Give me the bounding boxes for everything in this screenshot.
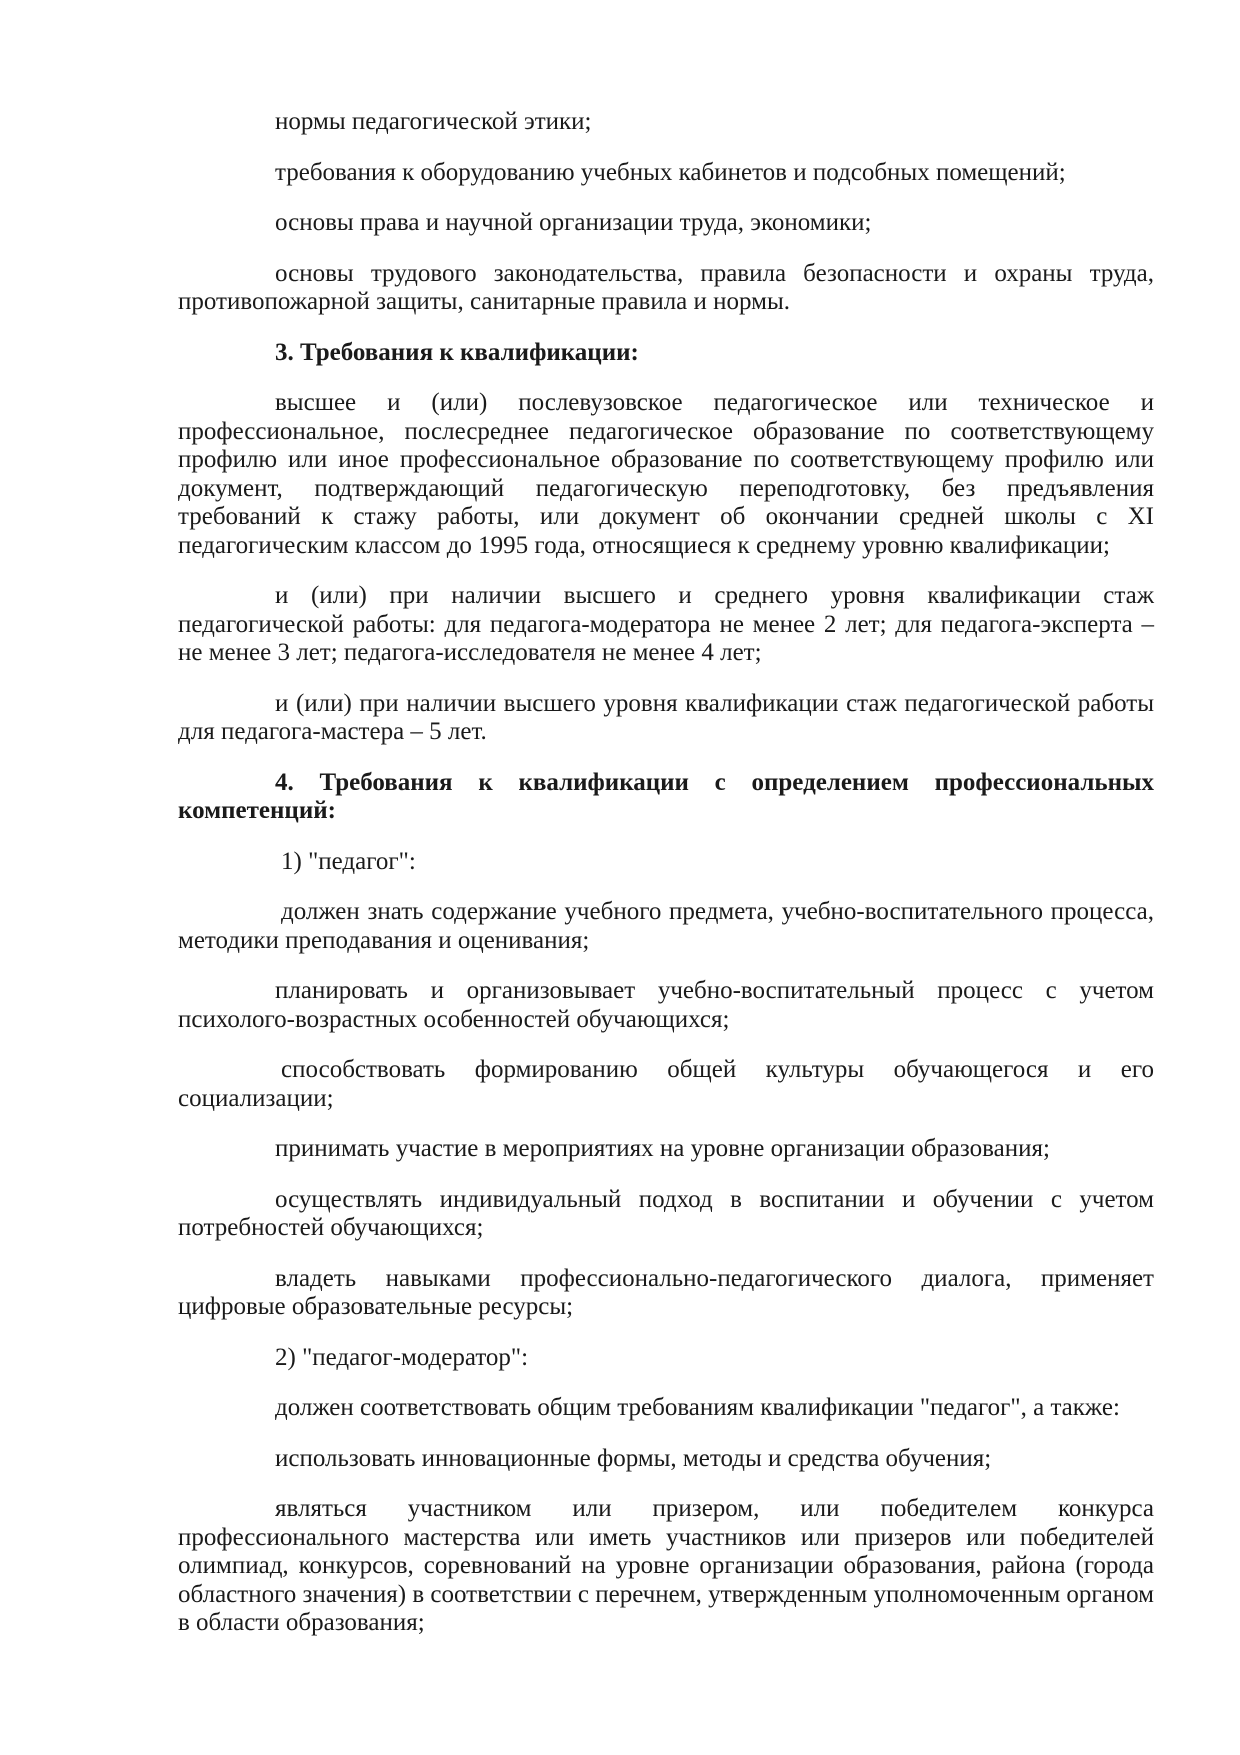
paragraph: использовать инновационные формы, методы и средства обучения;: [275, 1444, 992, 1472]
paragraph: являться участником или призером, или победителем конкурса профессионального мастерства или иметь участников или призеров или победителей олимпиад, конкурсов, соревнований на уровне организации образования, района (города областного значения) в соответствии с перечнем, утвержденным уполномоченным органом в области образования;: [178, 1495, 1154, 1636]
section-heading: 4. Требования к квалификации с определением профессиональных компетенций:: [178, 768, 1154, 824]
section-heading: 3. Требования к квалификации:: [275, 338, 639, 366]
paragraph: планировать и организовывает учебно-воспитательный процесс с учетом психолого-возрастных особенностей обучающихся;: [178, 977, 1154, 1033]
paragraph: владеть навыками профессионально-педагогического диалога, применяет цифровые образовательные ресурсы;: [178, 1264, 1154, 1320]
paragraph: должен соответствовать общим требованиям квалификации "педагог", а также:: [275, 1394, 1120, 1421]
list-item-label: 2) "педагог-модератор":: [275, 1343, 529, 1371]
paragraph: должен знать содержание учебного предмета, учебно-воспитательного процесса, методики преподавания и оценивания;: [178, 898, 1154, 954]
paragraph: основы трудового законодательства, правила безопасности и охраны труда, противопожарной защиты, санитарные правила и нормы.: [178, 259, 1154, 315]
paragraph: основы права и научной организации труда, экономики;: [275, 209, 872, 236]
document-page: [178, 108, 1154, 1660]
paragraph: и (или) при наличии высшего уровня квалификации стаж педагогической работы для педагога-мастера – 5 лет.: [178, 689, 1154, 745]
paragraph: и (или) при наличии высшего и среднего уровня квалификации стаж педагогической работы: для педагога-модератора не менее 2 лет; для педагога-эксперта – не менее 3 лет; педагога-исследователя не менее 4 лет;: [178, 582, 1154, 666]
paragraph: принимать участие в мероприятиях на уровне организации образования;: [275, 1135, 1050, 1162]
paragraph: требования к оборудованию учебных кабинетов и подсобных помещений;: [275, 158, 1066, 186]
paragraph: осуществлять индивидуальный подход в воспитании и обучении с учетом потребностей обучающихся;: [178, 1185, 1154, 1241]
paragraph: высшее и (или) послевузовское педагогическое или техническое и профессиональное, послесреднее педагогическое образование по соответствующему профилю или иное профессиональное образование по соответствующему профилю или документ, подтверждающий педагогическую переподготовку, без предъявления требований к стажу работы, или документ об окончании средней школы с XI педагогическим классом до 1995 года, относящиеся к среднему уровню квалификации;: [178, 389, 1154, 559]
list-item-label: 1) "педагог":: [281, 847, 416, 875]
paragraph: нормы педагогической этики;: [275, 108, 592, 135]
paragraph: способствовать формированию общей культуры обучающегося и его социализации;: [178, 1056, 1154, 1112]
